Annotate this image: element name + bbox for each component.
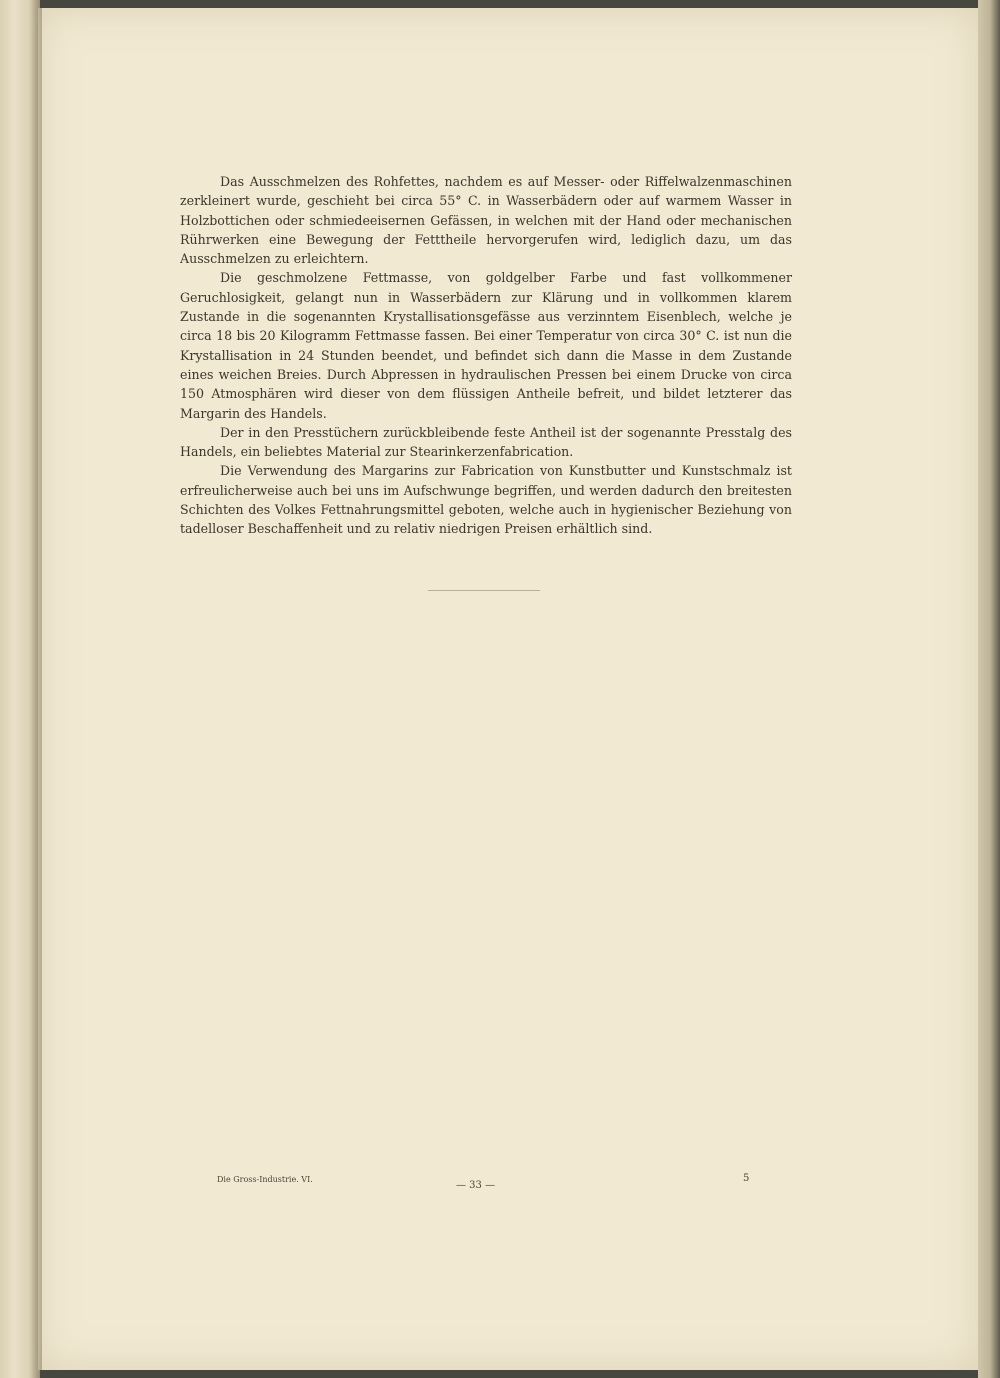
section-divider	[428, 590, 540, 591]
spine-shadow	[30, 0, 42, 1378]
page-number: — 33 —	[456, 1180, 496, 1191]
footer-series-title: Die Gross-Industrie. VI.	[217, 1175, 313, 1184]
page-edge	[978, 0, 1000, 1378]
paragraph-4: Die Verwendung des Margarins zur Fabrication von Kunstbutter und Kunstschmalz ist erfreulicherweise auch bei uns im Aufschwunge begriffen, und werden dadurch den breitesten Schichten des Volkes Fettnahrungsmittel geboten, welche auch in hygienischer Beziehung von tadelloser Beschaffenheit und zu relativ niedrigen Preisen erhältlich sind.	[180, 463, 792, 537]
page	[38, 8, 978, 1370]
body-text	[180, 172, 792, 539]
paragraph-2: Die geschmolzene Fettmasse, von goldgelber Farbe und fast vollkommener Geruchlosigkeit, gelangt nun in Wasserbädern zur Klärung und in vollkommen klarem Zustande in die sogenannten Krystallisationsgefässe aus verzinntem Eisenblech, welche je circa 18 bis 20 Kilogramm Fettmasse fassen. Bei einer Temperatur von circa 30° C. ist nun die Krystallisation in 24 Stunden beendet, und befindet sich dann die Masse in dem Zustande eines weichen Breies. Durch Abpressen in hydraulischen Pressen bei einem Drucke von circa 150 Atmosphären wird dieser von dem flüssigen Antheile befreit, und bildet letzterer das Margarin des Handels.	[180, 270, 792, 421]
signature-mark: 5	[743, 1173, 750, 1184]
paragraph-3: Der in den Presstüchern zurückbleibende feste Antheil ist der sogenannte Presstalg des Handels, ein beliebtes Material zur Stearinkerzenfabrication.	[180, 424, 792, 460]
paragraph-1: Das Ausschmelzen des Rohfettes, nachdem es auf Messer- oder Riffelwalzenmaschinen zerkleinert wurde, geschieht bei circa 55° C. in Wasserbädern oder auf warmem Wasser in Holzbottichen oder schmiedeeisernen Gefässen, in welchen mit der Hand oder mechanischen Rührwerken eine Bewegung der Fetttheile hervorgerufen wird, lediglich dazu, um das Ausschmelzen zu erleichtern.	[180, 174, 792, 267]
